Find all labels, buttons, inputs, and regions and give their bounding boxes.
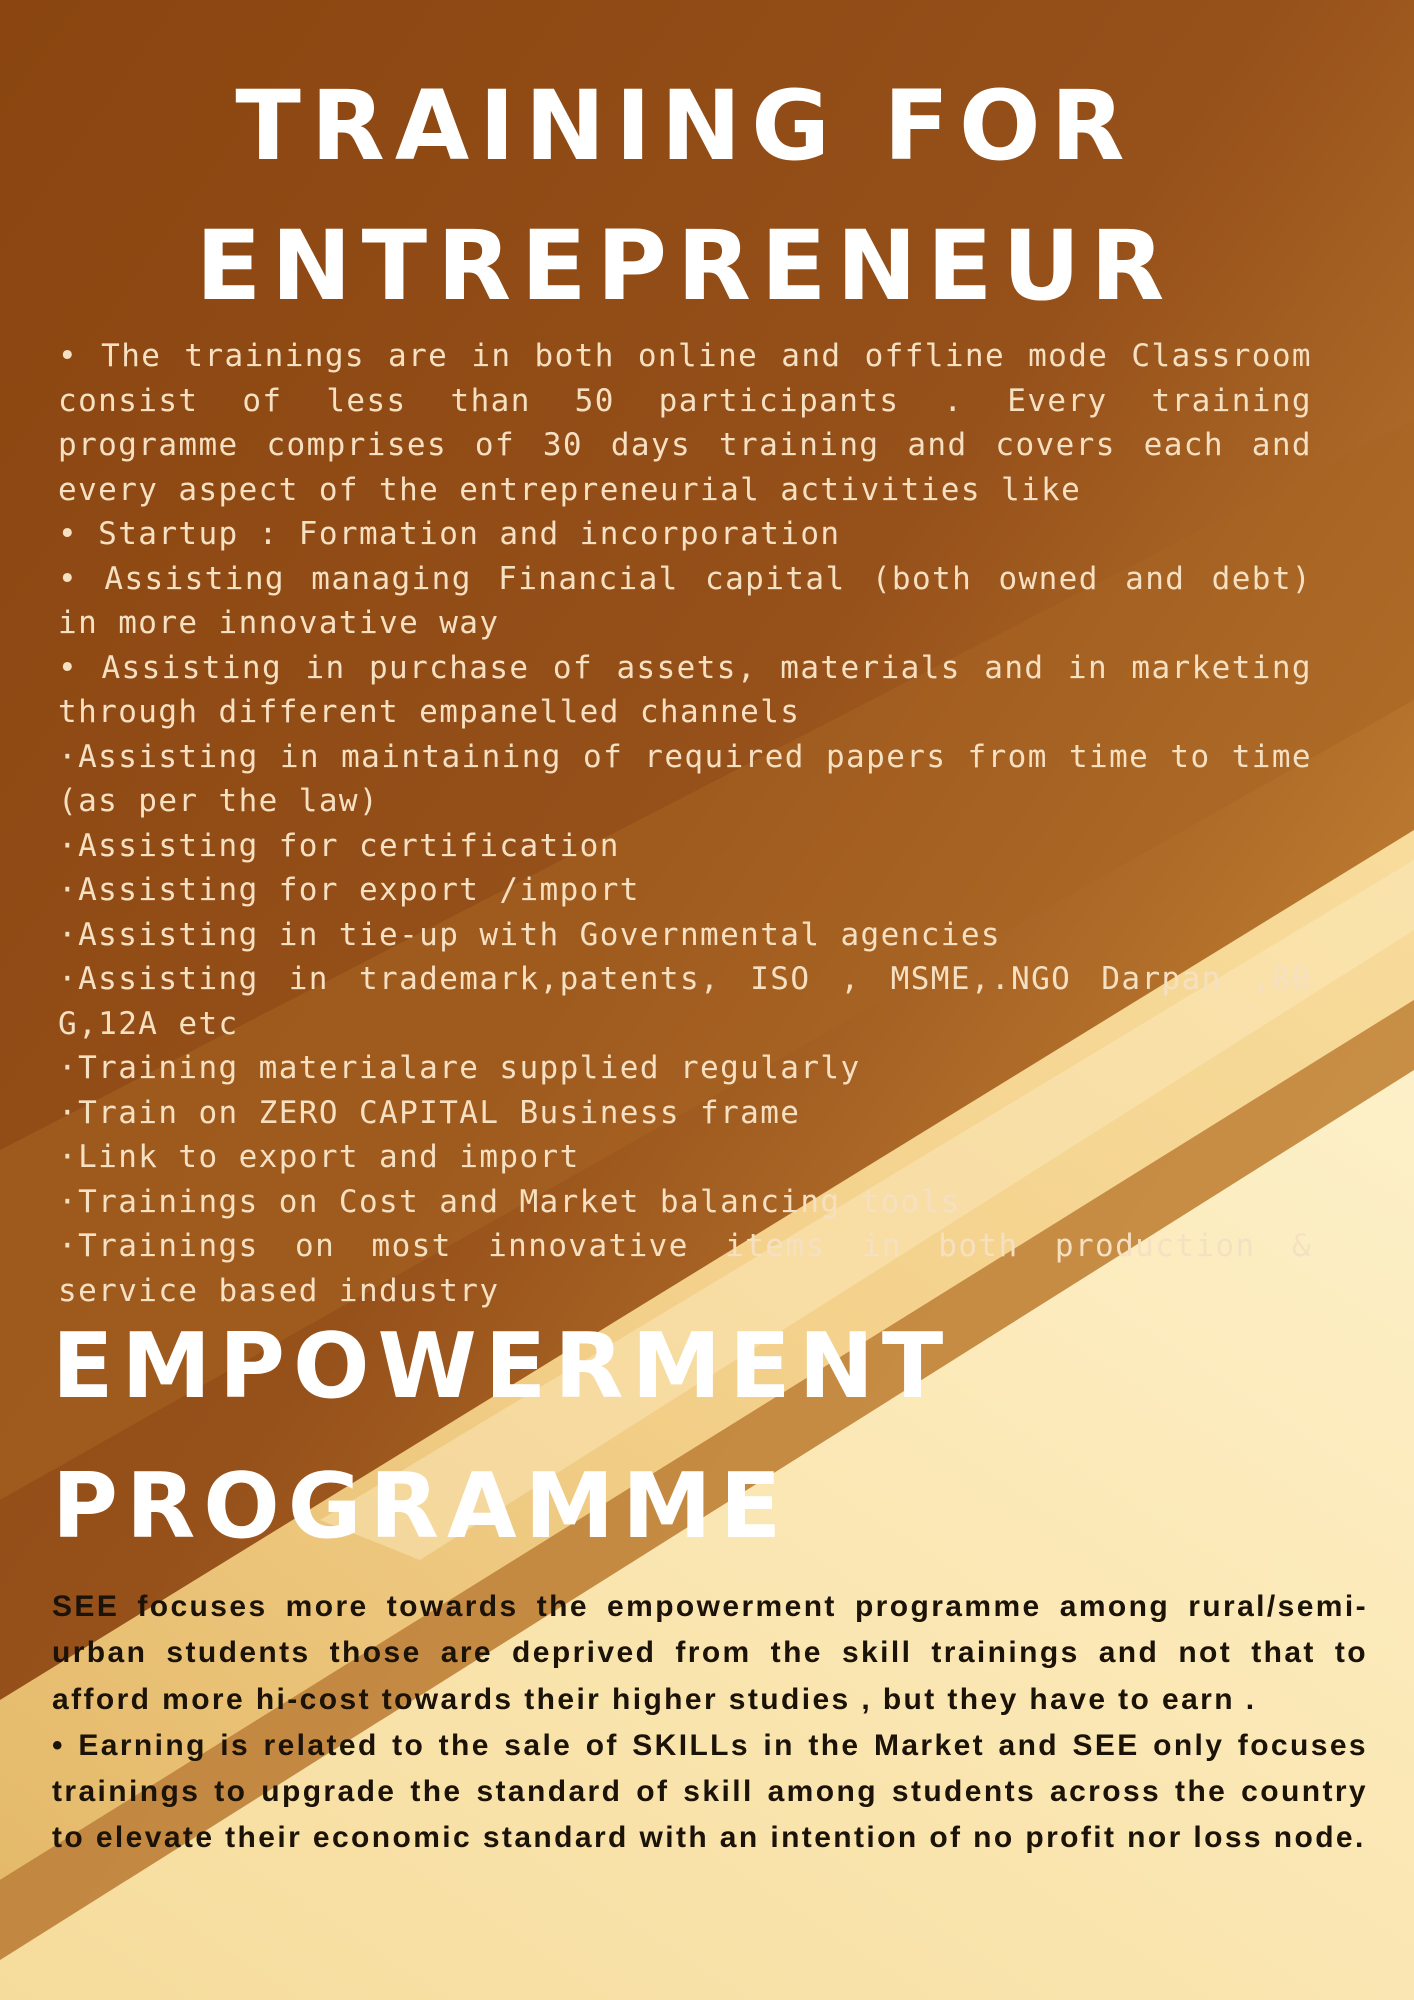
title-entrepreneur: ENTREPRENEUR — [195, 210, 1175, 322]
training-item: ·Train on ZERO CAPITAL Business frame — [58, 1094, 801, 1131]
empowerment-text — [52, 1584, 1368, 1862]
training-item: • Assisting in purchase of assets, materials and in marketing through different empanelled channels — [58, 649, 1312, 730]
training-item: ·Assisting for certification — [58, 827, 620, 864]
heading-empowerment: EMPOWERMENT — [52, 1314, 952, 1419]
heading-programme: PROGRAMME — [52, 1454, 790, 1559]
training-item: ·Assisting in trademark,patents, ISO , MSME,.NGO Darpan ,80 G,12A etc — [58, 961, 1312, 1042]
training-item: ·Assisting in maintaining of required papers from time to time (as per the law) — [58, 738, 1312, 819]
empowerment-paragraph: • Earning is related to the sale of SKILLs in the Market and SEE only focuses trainings to upgrade the standard of skill among students across the country to elevate their economic standard with an intention of no profit nor loss node. — [52, 1728, 1368, 1855]
training-item: ·Trainings on most innovative items in both production & service based industry — [58, 1228, 1312, 1309]
training-item: • Startup : Formation and incorporation — [58, 516, 841, 552]
training-item: ·Assisting in tie-up with Governmental agencies — [58, 916, 1001, 953]
training-item: ·Link to export and import — [58, 1139, 580, 1175]
training-item: • Assisting managing Financial capital (both owned and debt) in more innovative way — [58, 560, 1312, 641]
training-item: ·Assisting for export /import — [58, 872, 640, 908]
training-item: ·Training materialare supplied regularly — [58, 1050, 861, 1086]
training-item: ·Trainings on Cost and Market balancing tools — [58, 1183, 961, 1220]
training-list — [58, 334, 1312, 1313]
training-item: • The trainings are in both online and offline mode Classroom consist of less than 50 participants . Every training programme comprises of 30 days training and covers each and every aspect of the entrepreneurial activities like — [58, 338, 1312, 508]
title-training-for: TRAINING FOR — [235, 70, 1135, 182]
empowerment-paragraph: SEE focuses more towards the empowerment programme among rural/semi-urban students those are deprived from the skill trainings and not that to afford more hi-cost towards their higher studies , but they have to earn . — [52, 1590, 1368, 1716]
